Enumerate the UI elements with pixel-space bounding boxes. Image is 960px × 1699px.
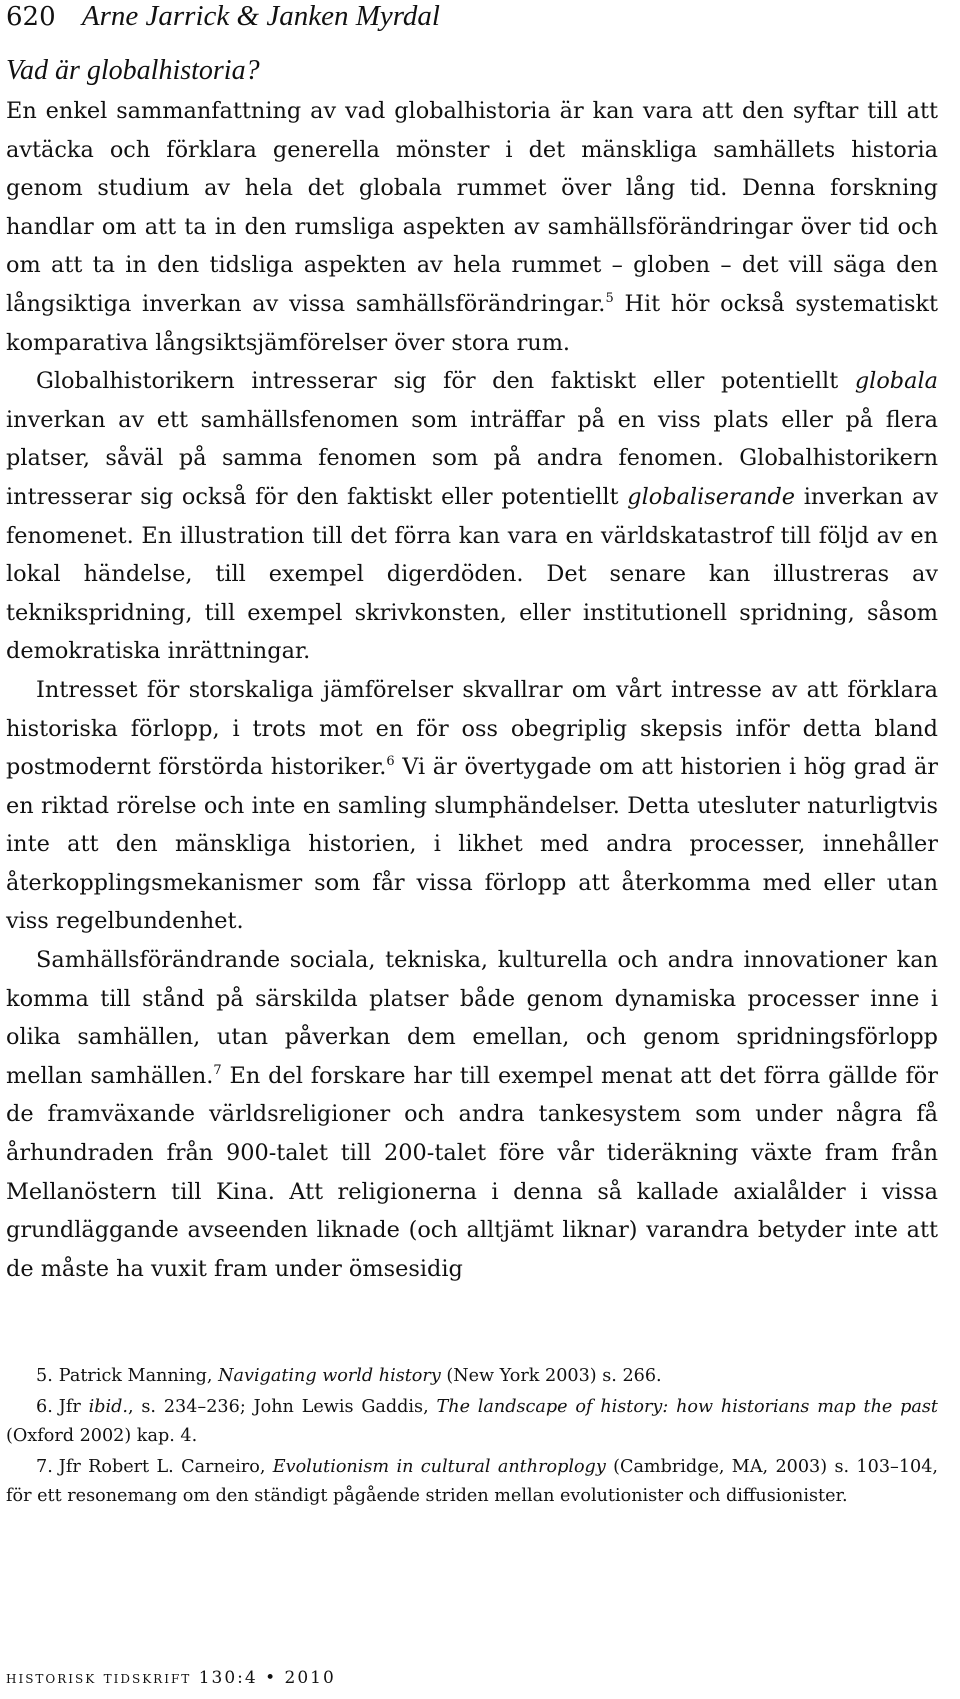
paragraph [6,941,938,1288]
text-run: Samhällsförändrande sociala, tekniska, kulturella och andra innovationer kan komma till stånd på särskilda platser både genom dynamiska processer inne i olika samhällen, utan påverkan dem emellan, och genom spridningsförlopp mellan samhällen. [6,947,938,1089]
italic-text: Navigating world history [218,1366,441,1386]
journal-footer: historisk tidskrift 130:4 • 2010 [6,1668,336,1688]
text-run: (Cambridge, MA, 2003) s. 103–104, för ett resonemang om den ständigt pågående striden mellan evolutionister och diffusionister. [6,1457,938,1506]
footnote [6,1362,938,1391]
italic-text: globala [854,368,938,395]
running-head [6,0,440,33]
italic-text: Evolutionism in cultural anthroplogy [272,1457,606,1477]
paragraph [6,92,938,362]
body-text [6,92,938,1288]
paragraph [6,362,938,671]
text-run: inverkan av fenomenet. En illustration till det förra kan vara en världskatastrof till följd av en lokal händelse, till exempel digerdöden. Det senare kan illustreras av teknikspridning, till exempel skrivkonsten, eller institutionell spridning, såsom demokratiska inrättningar. [6,483,938,665]
text-run: (New York 2003) s. 266. [440,1366,662,1386]
text-run: Patrick Manning, [58,1366,219,1386]
text-run: inverkan av ett samhällsfenomen som inträffar på en viss plats eller på flera platser, såväl på samma fenomen som på andra fenomen. Globalhistorikern intresserar sig också för den faktiskt eller potentiellt [6,406,938,510]
text-run: , s. 234–236; John Lewis Gaddis, [127,1397,437,1417]
footnote-number: 6. [36,1397,53,1417]
text-run: En del forskare har till exempel menat att det förra gällde för de framväxande världsreligioner och andra tankesystem som under några få århundraden från 900-talet till 200-talet före vår tideräkning växte fram från Mellanöstern till Kina. Att religionerna i denna så kallade axialålder i vissa grundläggande avseenden liknade (och alltjämt liknar) varandra betyder inte att de måste ha vuxit fram under ömsesidig [6,1062,938,1282]
page-number: 620 [6,2,56,32]
italic-text: ibid. [88,1397,128,1417]
footnote-ref: 5 [605,290,614,306]
footnote-number: 7. [36,1457,53,1477]
footnote-ref: 7 [213,1062,222,1078]
text-run: En enkel sammanfattning av vad globalhistoria är kan vara att den syftar till att avtäcka och förklara generella mönster i det mänskliga samhällets historia genom studium av hela det globala rummet över lång tid. Denna forskning handlar om att ta in den rumsliga aspekten av samhällsförändringar över tid och om att ta in den tidsliga aspekten av hela rummet – globen – det vill säga den långsiktiga inverkan av vissa samhällsförändringar. [6,98,938,317]
footnote-ref: 6 [386,754,395,770]
footnotes [6,1362,938,1513]
text-run: Vi är övertygade om att historien i hög grad är en riktad rörelse och inte en samling slumphändelser. Detta utesluter naturligtvis inte att den mänskliga historien, i likhet med andra processer, innehåller återkopplingsmekanismer som får vissa förlopp att återkomma med eller utan viss regelbundenhet. [6,754,939,935]
footnote-number: 5. [36,1366,53,1386]
footnote [6,1393,938,1451]
footnote [6,1453,938,1511]
text-run: Jfr [58,1397,89,1417]
text-run: Intresset för storskaliga jämförelser skvallrar om vårt intresse av att förklara historiska förlopp, i trots mot en för oss obegriplig skepsis inför detta bland postmodernt förstörda historiker. [6,676,938,781]
text-run: (Oxford 2002) kap. 4. [6,1426,198,1446]
text-run: Jfr Robert L. Carneiro, [58,1457,273,1477]
text-run: Hit hör också systematiskt komparativa långsiktsjämförelser över stora rum. [6,290,938,356]
section-title: Vad är globalhistoria? [6,55,260,86]
running-head-authors: Arne Jarrick & Janken Myrdal [81,0,440,32]
italic-text: The landscape of history: how historians map the past [436,1397,939,1417]
italic-text: globaliserande [627,483,796,510]
paragraph [6,671,938,941]
text-run: Globalhistorikern intresserar sig för den faktiskt eller potentiellt [36,368,855,395]
